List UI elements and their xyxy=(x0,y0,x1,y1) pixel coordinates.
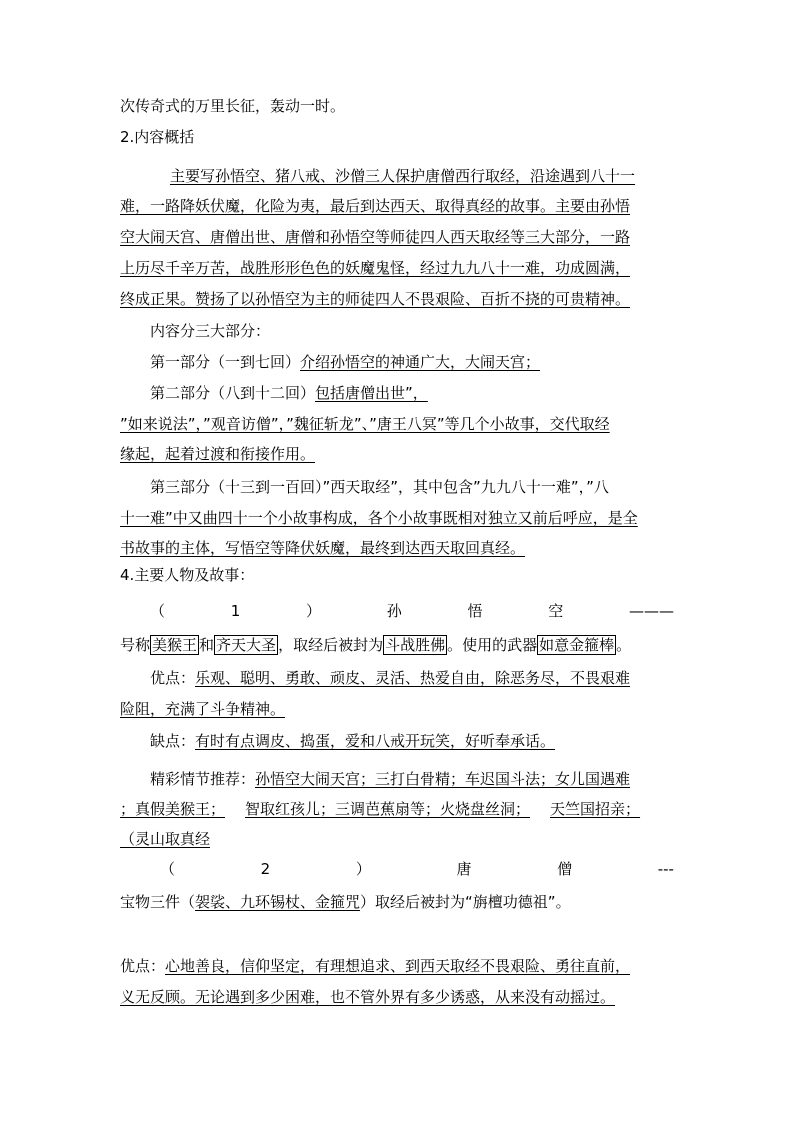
text-line: 第一部分（一到七回）介绍孙悟空的神通广大，大闹天宫； xyxy=(150,353,541,371)
text-line: 终成正果。赞扬了以孙悟空为主的师徒四人不畏艰险、百折不挠的可贵精神。 xyxy=(120,290,631,308)
boxed-term: 如意金箍棒 xyxy=(539,636,615,654)
paren-open: （ xyxy=(150,602,166,620)
text-line: 第三部分（十三到一百回）”西天取经”，其中包含”九九八十一难”，”八 xyxy=(150,478,609,496)
text-line: 内容分三大部分： xyxy=(150,322,271,340)
boxed-term: 齐天大圣 xyxy=(216,636,277,654)
text-line: 难，一路降妖伏魔，化险为夷，最后到达西天、取得真经的故事。主要由孙悟 xyxy=(120,197,631,215)
text-line: 空大闹天宫、唐僧出世、唐僧和孙悟空等师徒四人西天取经等三大部分，一路 xyxy=(120,228,631,246)
paren-close: ） xyxy=(355,860,371,878)
text-line: ；真假美猴王； 智取红孩儿；三调芭蕉扇等；火烧盘丝洞； 天竺国招亲； xyxy=(120,800,641,818)
dash: --- xyxy=(657,860,674,878)
boxed-term: 美猴王 xyxy=(152,636,198,654)
section-heading: 4.主要人物及故事： xyxy=(120,566,255,584)
section-heading: 2.内容概括 xyxy=(120,128,195,146)
text-line: 宝物三件（袈裟、九环锡杖、金箍咒）取经后被封为“旃檀功德祖”。 xyxy=(120,893,571,911)
character-heading xyxy=(150,600,674,622)
character-heading xyxy=(160,858,674,880)
text-line: 书故事的主体，写悟空等降伏妖魔，最终到达西天取回真经。 xyxy=(120,539,526,557)
text-line: 险阻，充满了斗争精神。 xyxy=(120,700,286,718)
character-name-char: 空 xyxy=(548,602,564,620)
text-line: 次传奇式的万里长征，轰动一时。 xyxy=(120,97,346,115)
text-line: 第二部分（八到十二回）包括唐僧出世”， xyxy=(150,384,428,402)
character-name-char: 唐 xyxy=(456,860,472,878)
character-number: 1 xyxy=(230,602,241,620)
character-name-char: 悟 xyxy=(467,602,483,620)
text-line: 义无反顾。无论遇到多少困难，也不管外界有多少诱惑，从来没有动摇过。 xyxy=(120,988,616,1006)
character-name-char: 孙 xyxy=(386,602,402,620)
paren-open: （ xyxy=(160,860,176,878)
paren-close: ） xyxy=(306,602,322,620)
text-line: 号称 美猴王 和 齐天大圣 ，取经后被封为 斗战胜佛 。使用的武器 如意金箍棒 。 xyxy=(120,636,632,654)
character-name-char: 僧 xyxy=(557,860,573,878)
text-line: 缘起，起着过渡和衔接作用。 xyxy=(120,445,316,463)
text-line: 优点：乐观、聪明、勇敢、顽皮、灵活、热爱自由，除恶务尽，不畏艰难 xyxy=(150,669,631,687)
text-line: 主要写孙悟空、猪八戒、沙僧三人保护唐僧西行取经，沿途遇到八十一 xyxy=(170,167,636,185)
boxed-term: 斗战胜佛 xyxy=(385,636,446,654)
text-line: 优点：心地善良，信仰坚定，有理想追求、到西天取经不畏艰险、勇往直前， xyxy=(120,957,631,975)
text-line: 上历尽千辛万苦，战胜形形色色的妖魔鬼怪，经过九九八十一难，功成圆满， xyxy=(120,259,631,277)
text-line: 十一难”中又曲四十一个小故事构成，各个小故事既相对独立又前后呼应，是全 xyxy=(120,509,638,527)
text-line: （灵山取真经 xyxy=(120,830,211,848)
text-line: 缺点：有时有点调皮、捣蛋，爱和八戒开玩笑，好听奉承话。 xyxy=(150,732,556,750)
dash: ——— xyxy=(628,602,674,620)
text-line: ”如来说法”，”观音访僧”，”魏征斩龙”、”唐王八冥”等几个小故事，交代取经 xyxy=(120,415,610,433)
text-line: 精彩情节推荐：孙悟空大闹天宫；三打白骨精；车迟国斗法；女儿国遇难 xyxy=(150,770,631,788)
character-number: 2 xyxy=(260,860,271,878)
